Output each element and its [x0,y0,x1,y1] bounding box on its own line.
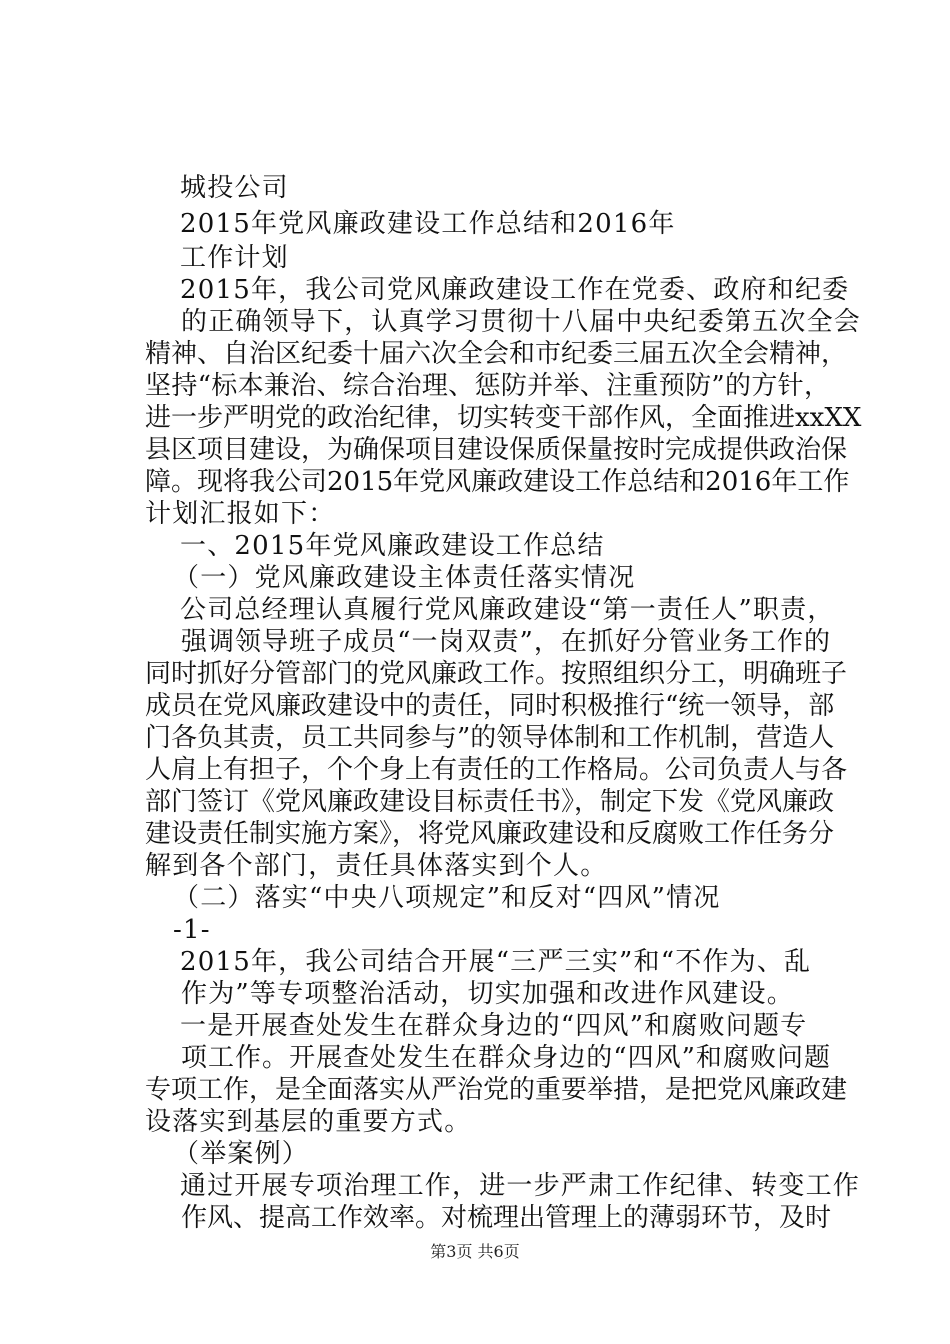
page-footer: 第3页 共6页 [430,1242,520,1261]
subsection-heading: （一）党风廉政建设主体责任落实情况 [173,563,636,593]
page-marker: -1- [173,915,211,945]
paragraph-line: 一是开展查处发生在群众身边的“四风”和腐败问题专 [180,1011,808,1041]
paragraph-line: 精神、自治区纪委十届六次全会和市纪委三届五次全会精神， [145,339,848,369]
paragraph-line: 计划汇报如下： [145,499,336,529]
paragraph-line: 2015年，我公司结合开展“三严三实”和“不作为、乱 [180,947,812,977]
example-placeholder: （举案例） [173,1139,310,1169]
paragraph-line: 专项工作，是全面落实从严治党的重要举措，是把党风廉政建 [145,1075,848,1105]
paragraph-line: 县区项目建设，为确保项目建设保质保量按时完成提供政治保 [145,435,848,465]
document-title-line2: 工作计划 [180,243,289,273]
paragraph-line: 同时抓好分管部门的党风廉政工作。按照组织分工，明确班子 [145,659,848,689]
paragraph-line: 强调领导班子成员“一岗双责”，在抓好分管业务工作的 [181,627,830,657]
paragraph-line: 公司总经理认真履行党风廉政建设“第一责任人”职责， [180,595,835,625]
paragraph-line: 成员在党风廉政建设中的责任，同时积极推行“统一领导，部 [145,691,835,721]
company-title: 城投公司 [180,173,289,203]
paragraph-line: 通过开展专项治理工作，进一步严肃工作纪律、转变工作 [180,1171,861,1201]
paragraph-line: 的正确领导下，认真学习贯彻十八届中央纪委第五次全会 [181,307,862,337]
document-title-line1: 2015年党风廉政建设工作总结和2016年 [180,209,676,239]
paragraph-line: 门各负其责，员工共同参与”的领导体制和工作机制，营造人 [145,723,835,753]
paragraph-line: 障。现将我公司2015年党风廉政建设工作总结和2016年工作 [145,467,850,497]
paragraph-line: 建设责任制实施方案》，将党风廉政建设和反腐败工作任务分 [145,819,835,849]
paragraph-line: 部门签订《党风廉政建设目标责任书》，制定下发《党风廉政 [145,787,835,817]
paragraph-line: 作风、提高工作效率。对梳理出管理上的薄弱环节，及时 [181,1203,832,1233]
section-heading: 一、2015年党风廉政建设工作总结 [180,531,605,561]
paragraph-line: 进一步严明党的政治纪律，切实转变干部作风，全面推进xxXX [145,403,862,433]
paragraph-line: 坚持“标本兼治、综合治理、惩防并举、注重预防”的方针， [145,371,830,401]
paragraph-line: 人肩上有担子，个个身上有责任的工作格局。公司负责人与各 [145,755,848,785]
paragraph-line: 项工作。开展查处发生在群众身边的“四风”和腐败问题 [181,1043,830,1073]
subsection-heading: （二）落实“中央八项规定”和反对“四风”情况 [173,883,721,913]
paragraph-line: 设落实到基层的重要方式。 [145,1107,472,1137]
paragraph-line: 作为”等专项整治活动，切实加强和改进作风建设。 [181,979,794,1009]
paragraph-line: 2015年，我公司党风廉政建设工作在党委、政府和纪委 [180,275,850,305]
paragraph-line: 解到各个部门，责任具体落实到个人。 [145,851,608,881]
